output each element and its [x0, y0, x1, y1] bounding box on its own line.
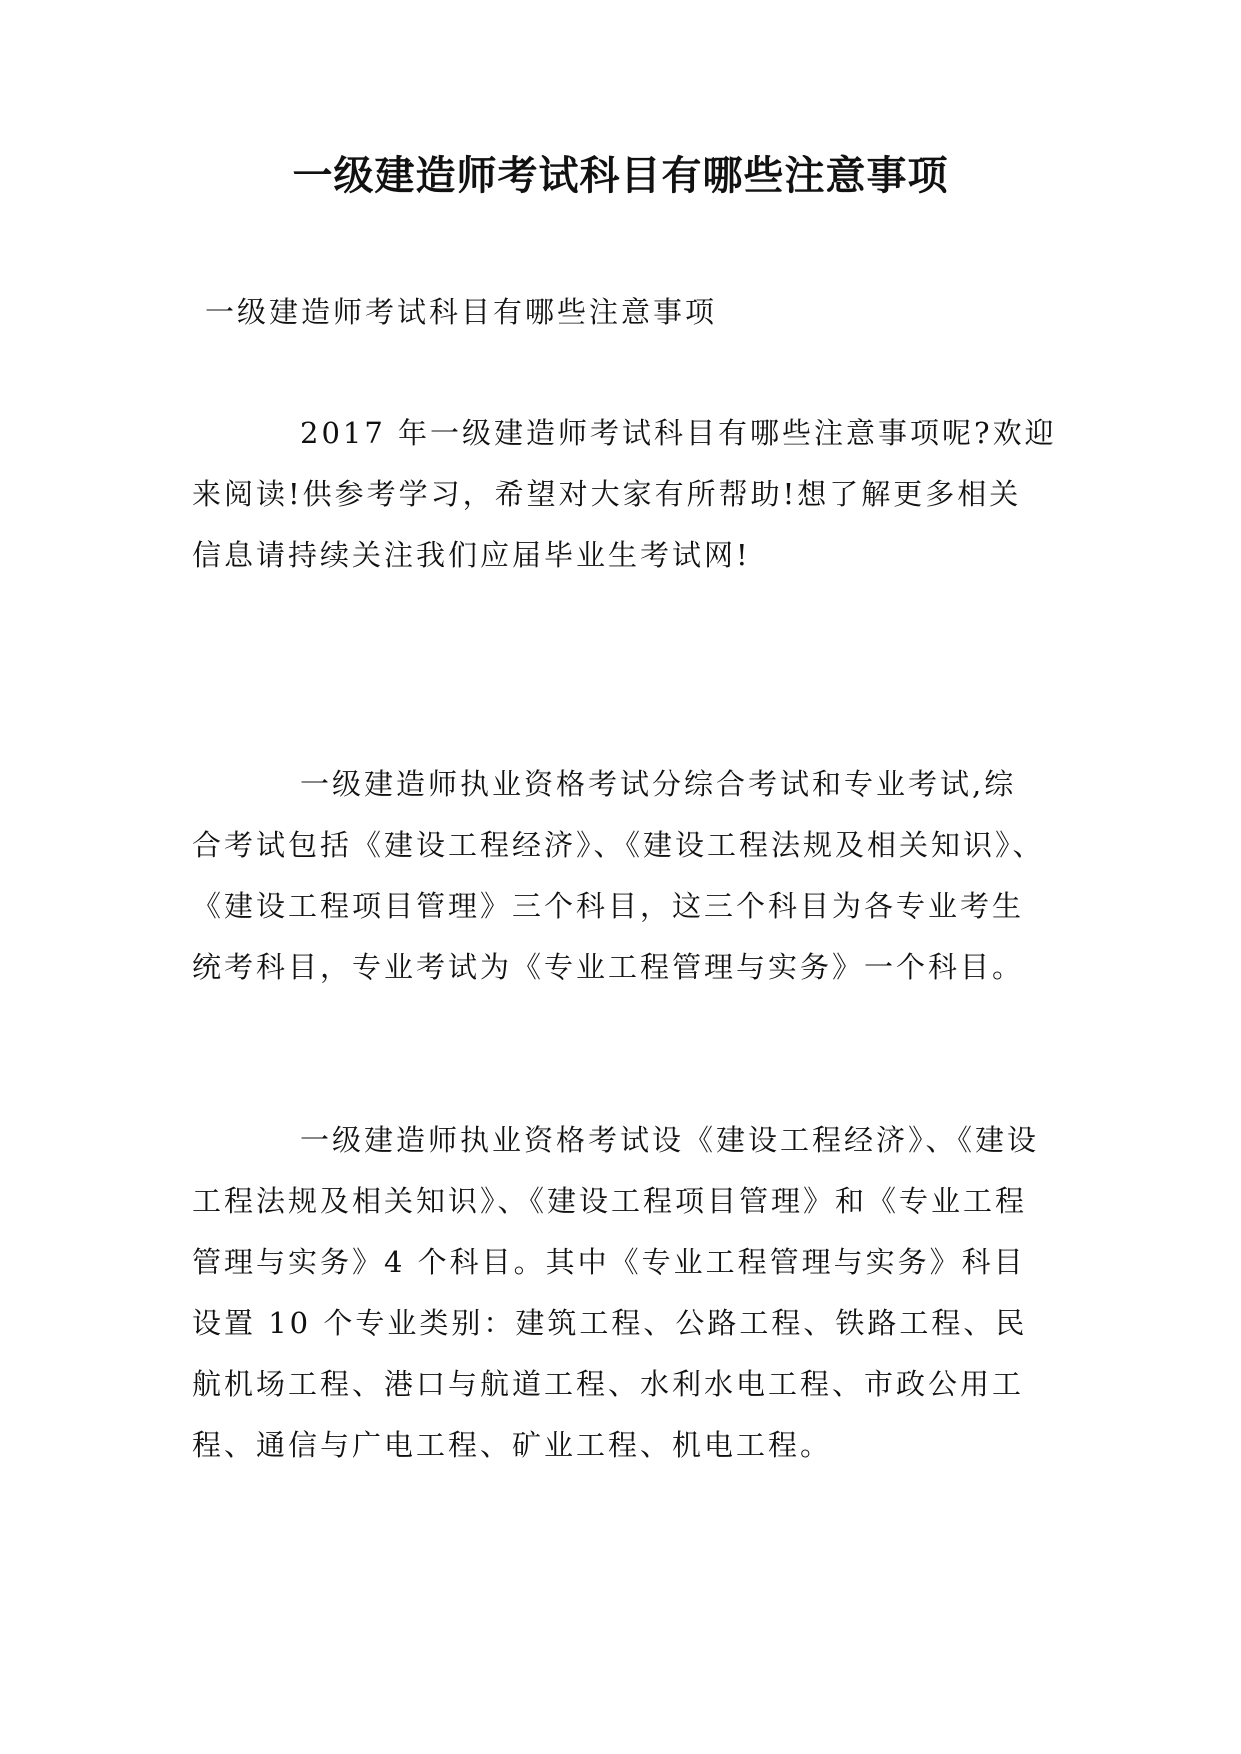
paragraph-line: 合考试包括《建设工程经济》、《建设工程法规及相关知识》、: [192, 828, 1045, 862]
paragraph-intro: [192, 403, 1057, 586]
paragraph-line: 设置 10 个专业类别：建筑工程、公路工程、铁路工程、民: [192, 1306, 1028, 1340]
paragraph-line: 来阅读!供参考学习，希望对大家有所帮助!想了解更多相关: [192, 477, 1022, 511]
document-title: 一级建造师考试科目有哪些注意事项: [292, 153, 949, 199]
paragraph-line: 信息请持续关注我们应届毕业生考试网!: [192, 538, 751, 572]
paragraph-line: 《建设工程项目管理》三个科目，这三个科目为各专业考生: [192, 889, 1025, 923]
document-subtitle: 一级建造师考试科目有哪些注意事项: [205, 295, 718, 329]
paragraph-line: 工程法规及相关知识》、《建设工程项目管理》和《专业工程: [192, 1184, 1028, 1218]
paragraph-line: 航机场工程、港口与航道工程、水利水电工程、市政公用工: [192, 1367, 1025, 1401]
paragraph-line: 管理与实务》4 个科目。其中《专业工程管理与实务》科目: [192, 1245, 1026, 1279]
paragraph-line: 一级建造师执业资格考试设《建设工程经济》、《建设: [300, 1123, 1040, 1157]
paragraph-exam-structure: [192, 754, 1045, 998]
paragraph-line: 一级建造师执业资格考试分综合考试和专业考试,综: [300, 767, 1017, 801]
paragraph-line: 程、通信与广电工程、矿业工程、机电工程。: [192, 1428, 833, 1462]
paragraph-line: 2017 年一级建造师考试科目有哪些注意事项呢?欢迎: [300, 416, 1057, 450]
paragraph-exam-subjects: [192, 1110, 1039, 1476]
paragraph-line: 统考科目，专业考试为《专业工程管理与实务》一个科目。: [192, 950, 1025, 984]
